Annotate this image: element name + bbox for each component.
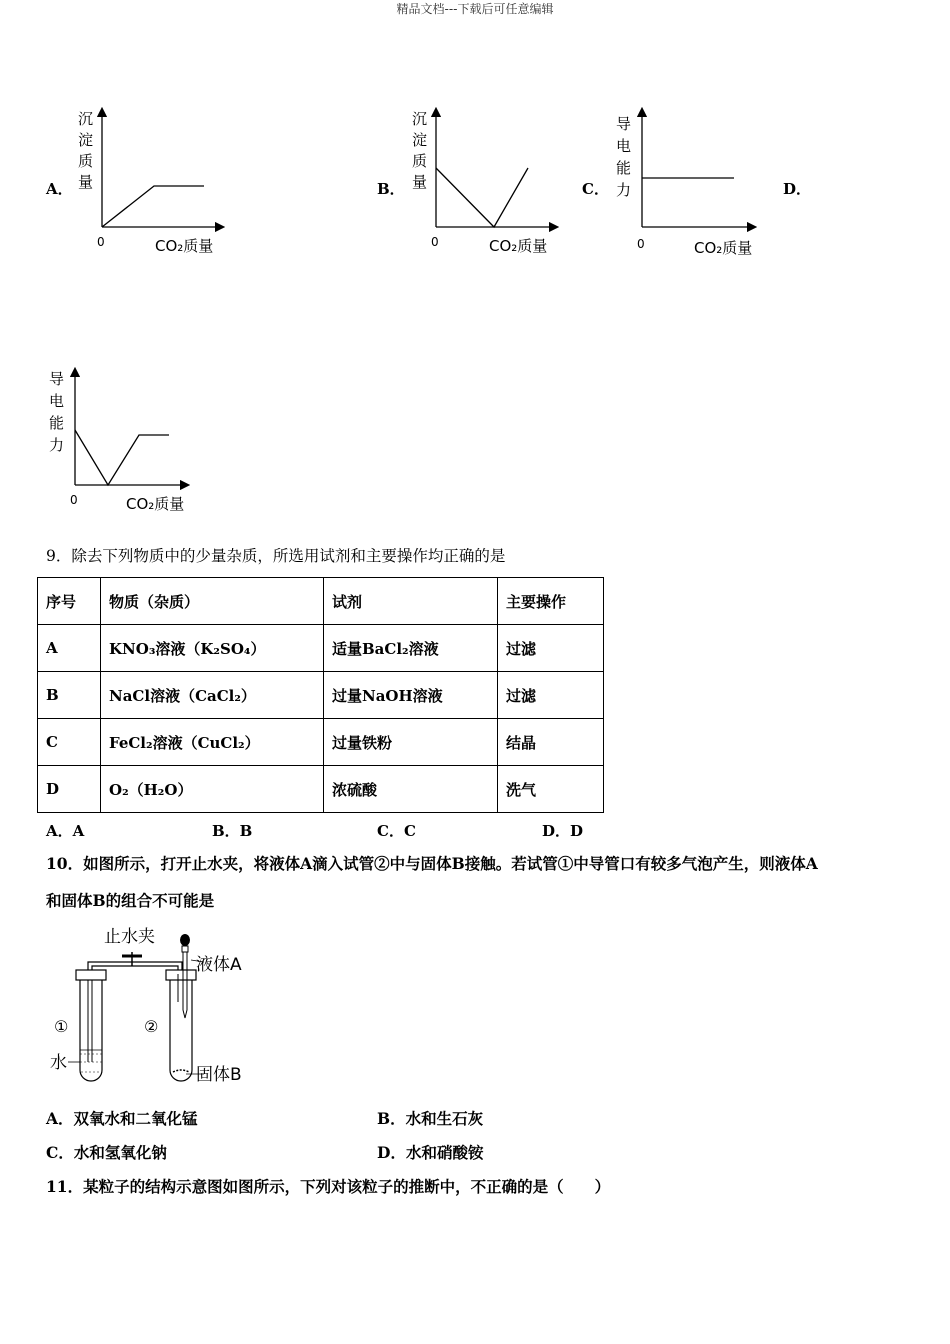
question-9-stem: 9．除去下列物质中的少量杂质，所选用试剂和主要操作均正确的是 [46, 547, 506, 565]
table-cell: FeCl₂溶液（CuCl₂） [101, 719, 324, 766]
y-label-char: 力 [49, 436, 65, 454]
x-axis-label: CO₂质量 [155, 237, 214, 255]
graph-d [45, 362, 215, 526]
y-label-char: 电 [616, 137, 632, 155]
clamp-label: 止水夹 [104, 927, 155, 947]
table-cell: A [38, 625, 101, 672]
table-cell: 结晶 [498, 719, 604, 766]
option-c-label: C． [582, 180, 609, 198]
table-cell: D [38, 766, 101, 813]
y-label-char: 导 [49, 370, 65, 388]
y-label-char: 导 [616, 115, 632, 133]
question-10-option-d: D．水和硝酸铵 [377, 1143, 484, 1162]
answer-option-d: D．D [542, 822, 584, 840]
y-label-char: 沉 [78, 110, 94, 128]
table-header-cell: 序号 [38, 578, 101, 625]
table-row [38, 719, 604, 766]
table-cell: NaCl溶液（CaCl₂） [101, 672, 324, 719]
table-cell: 过滤 [498, 625, 604, 672]
tube-2-label: ② [144, 1017, 159, 1036]
table-cell: 过滤 [498, 672, 604, 719]
origin-label: 0 [70, 493, 78, 507]
table-cell: C [38, 719, 101, 766]
answer-option-c: C．C [377, 822, 416, 840]
table-row [38, 625, 604, 672]
water-label: 水 [50, 1053, 67, 1073]
table-header-cell: 主要操作 [498, 578, 604, 625]
graph-c [612, 102, 772, 266]
question-10-option-c: C．水和氢氧化钠 [46, 1143, 167, 1162]
question-10-stem-line1: 10．如图所示，打开止水夹，将液体A滴入试管②中与固体B接触。若试管①中导管口有较多气泡产生，则液体A [46, 854, 818, 873]
option-d-label: D． [783, 180, 812, 198]
y-label-char: 力 [616, 181, 632, 199]
y-label-char: 量 [412, 173, 428, 191]
table-header-row [38, 578, 604, 625]
table-cell: 过量铁粉 [324, 719, 498, 766]
solid-b-label: 固体B [196, 1065, 242, 1085]
table-cell: 洗气 [498, 766, 604, 813]
table-cell: KNO₃溶液（K₂SO₄） [101, 625, 324, 672]
option-a-label: A． [46, 180, 73, 198]
x-axis-label: CO₂质量 [126, 495, 185, 513]
answer-option-b: B．B [212, 822, 253, 840]
liquid-a-label: 液体A [196, 955, 242, 975]
table-cell: 浓硫酸 [324, 766, 498, 813]
y-label-char: 电 [49, 392, 65, 410]
apparatus-figure [44, 922, 274, 1096]
origin-label: 0 [431, 235, 439, 249]
table-row [38, 672, 604, 719]
origin-label: 0 [637, 237, 645, 251]
tube-1-label: ① [54, 1017, 69, 1036]
y-label-char: 能 [49, 414, 65, 432]
question-10-option-a: A．双氧水和二氧化锰 [46, 1109, 198, 1128]
y-label-char: 淀 [78, 131, 94, 149]
table-cell: 过量NaOH溶液 [324, 672, 498, 719]
graph-b [406, 102, 566, 266]
table-header-cell: 物质（杂质） [101, 578, 324, 625]
answer-option-a: A．A [46, 822, 85, 840]
y-label-char: 量 [78, 173, 94, 191]
table-cell: 适量BaCl₂溶液 [324, 625, 498, 672]
x-axis-label: CO₂质量 [489, 237, 548, 255]
y-label-char: 淀 [412, 131, 428, 149]
origin-label: 0 [97, 235, 105, 249]
question-10-stem-line2: 和固体B的组合不可能是 [46, 891, 215, 910]
y-label-char: 能 [616, 159, 632, 177]
graph-a [72, 102, 232, 266]
question-11-stem: 11．某粒子的结构示意图如图所示，下列对该粒子的推断中，不正确的是（ ） [46, 1177, 611, 1196]
y-label-char: 质 [412, 152, 428, 170]
x-axis-label: CO₂质量 [694, 239, 753, 257]
question-10-option-b: B．水和生石灰 [377, 1109, 484, 1128]
table-header-cell: 试剂 [324, 578, 498, 625]
y-label-char: 质 [78, 152, 94, 170]
question-9-table [37, 577, 604, 813]
table-cell: O₂（H₂O） [101, 766, 324, 813]
y-label-char: 沉 [412, 110, 428, 128]
page-header: 精品文档---下载后可任意编辑 [396, 2, 554, 16]
table-row [38, 766, 604, 813]
option-b-label: B． [377, 180, 405, 198]
table-cell: B [38, 672, 101, 719]
